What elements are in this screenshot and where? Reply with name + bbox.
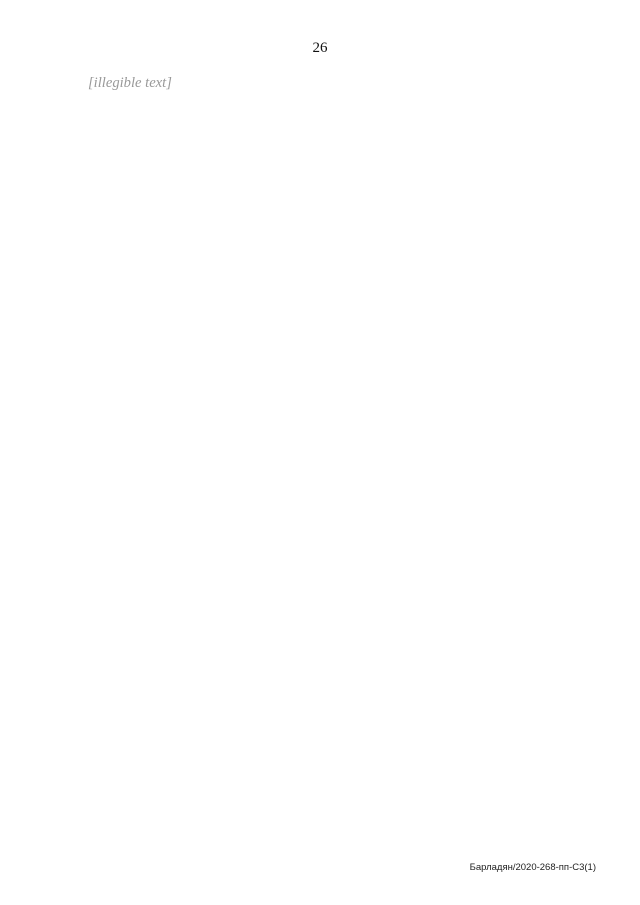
page-number: 26 (312, 40, 328, 56)
paragraph-placeholder: [illegible text] (88, 75, 172, 91)
document-footer-code: Барладян/2020-268-пп-С3(1) (469, 862, 596, 873)
body-text (88, 74, 600, 93)
